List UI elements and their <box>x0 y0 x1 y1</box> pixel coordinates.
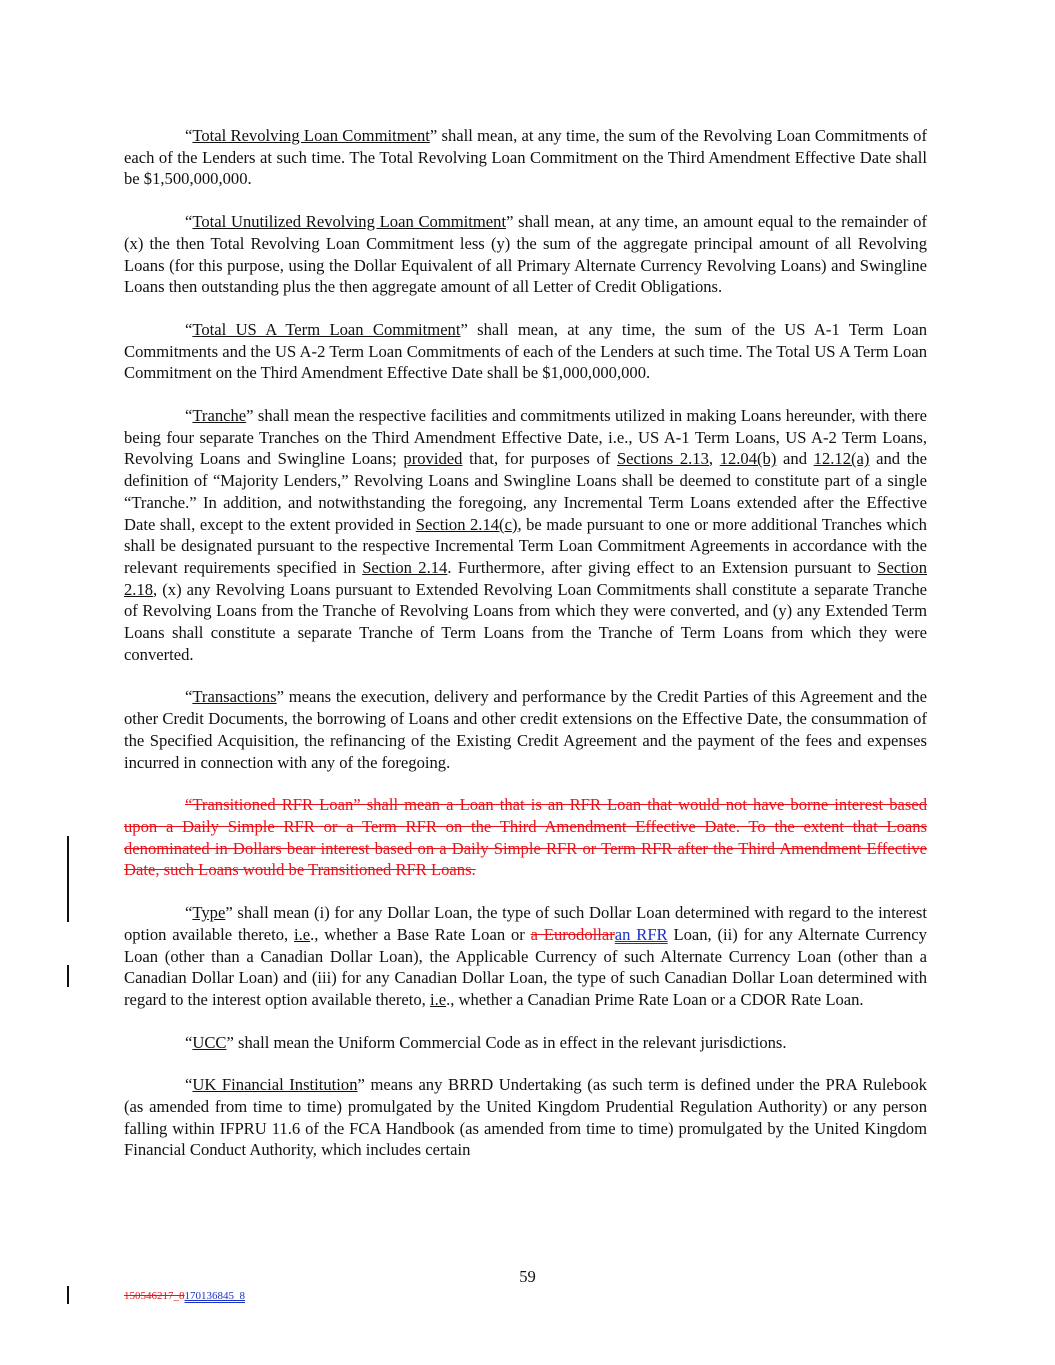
section-reference: Section 2.14 <box>362 557 448 577</box>
definition-uk-financial-institution: “UK Financial Institution” means any BRRD Undertaking (as such term is defined under the PRA Rulebook (as amended from time to time) promulgated by the United Kingdom Prudential Regulation Authority) or any person falling within IFPRU 11.6 of the FCA Handbook (as amended from time to time) promulgated by the United Kingdom Financial Conduct Authority, which includes certain <box>124 1075 927 1160</box>
section-reference: Section 2.18 <box>124 557 927 599</box>
definition-type: “Type” shall mean (i) for any Dollar Loan, the type of such Dollar Loan determined with regard to the interest option available thereto, i.e., whether a Base Rate Loan or a Eurodollaran RFR Loan, (ii) for any Alternate Currency Loan (other than a Canadian Dollar Loan), the Applicable Currency of such Alternate Currency Loan (other than a Canadian Dollar Loan) and (iii) for any Canadian Dollar Loan, the type of such Canadian Dollar Loan determined with regard to the interest option available thereto, i.e., whether a Canadian Prime Rate Loan or a CDOR Rate Loan. <box>124 903 927 1009</box>
deleted-docid: 150546217_8 <box>124 1290 185 1302</box>
change-bar <box>67 1286 69 1304</box>
section-reference: 12.04(b) <box>719 449 777 469</box>
defined-term: Total Revolving Loan Commitment <box>192 126 430 145</box>
definition-tranche: “Tranche” shall mean the respective facilities and commitments utilized in making Loans hereunder, with there being four separate Tranches on the Third Amendment Effective Date, i.e., US A-1 Term Loans, US A-2 Term Loans, Revolving Loans and Swingline Loans; provided that, for purposes of Sections 2.13, 12.04(b) and 12.12(a) and the definition of “Majority Lenders,” Revolving Loans and Swingline Loans shall be deemed to constitute part of a single “Tranche.” In addition, and notwithstanding the foregoing, any Incremental Term Loans extended after the Effective Date shall, except to the extent provided in Section 2.14(c), be made pursuant to one or more additional Tranches which shall be designated pursuant to the respective Incremental Term Loan Commitment Agreements in accordance with the relevant requirements specified in Section 2.14. Furthermore, after giving effect to an Extension pursuant to Section 2.18, (x) any Revolving Loans pursuant to Extended Revolving Loan Commitments shall constitute a separate Tranche of Revolving Loans from the Tranche of Revolving Loans from which they were converted, and (y) any Extended Term Loans shall constitute a separate Tranche of Term Loans from the Tranche of Term Loans from which they were converted. <box>124 406 927 664</box>
defined-term: Tranche <box>192 406 247 426</box>
provided-term: provided <box>403 449 463 469</box>
section-reference: Section 2.14(c) <box>415 514 518 534</box>
defined-term: Transactions <box>192 687 277 707</box>
deleted-text: a Eurodollar <box>530 924 615 944</box>
deleted-text: “Transitioned RFR Loan” shall mean a Loan that is an RFR Loan that would not have borne interest based upon a Daily Simple RFR or a Term RFR on the Third Amendment Effective Date. To the extent that Loans denominated in Dollars bear interest based on a Daily Simple RFR or Term RFR after the Third Amendment Effective Date, such Loans would be Transitioned RFR Loans. <box>124 795 927 880</box>
definition-transactions: “Transactions” means the execution, delivery and performance by the Credit Parties of this Agreement and the other Credit Documents, the borrowing of Loans and other credit extensions on the Effective Date, the consummation of the Specified Acquisition, the refinancing of the Existing Credit Agreement and the payment of the fees and expenses incurred in connection with any of the foregoing. <box>124 687 927 772</box>
section-reference: Sections 2.13 <box>616 449 709 469</box>
defined-term: Type <box>192 903 226 923</box>
defined-term: UK Financial Institution <box>192 1075 358 1095</box>
ie-term: i.e <box>429 989 447 1009</box>
section-reference: 12.12(a) <box>813 449 870 469</box>
defined-term: Total US A Term Loan Commitment <box>192 319 461 339</box>
inserted-text: an RFR <box>614 924 668 944</box>
page-number: 59 <box>519 1267 536 1286</box>
change-bar <box>67 965 69 987</box>
definition-transitioned-rfr-loan-deleted <box>124 794 927 881</box>
definition-total-us-a-term-loan-commitment: “Total US A Term Loan Commitment” shall mean, at any time, the sum of the US A-1 Term Loan Commitments and the US A-2 Term Loan Commitments of each of the Lenders at such time. The Total US A Term Loan Commitment on the Third Amendment Effective Date shall be $1,000,000,000. <box>124 319 927 383</box>
change-bar <box>67 836 69 922</box>
ie-term: i.e <box>294 924 311 944</box>
defined-term: Total Unutilized Revolving Loan Commitment <box>192 212 507 232</box>
inserted-docid: 170136845_8 <box>184 1290 245 1302</box>
definition-ucc: “UCC” shall mean the Uniform Commercial Code as in effect in the relevant jurisdictions. <box>185 1032 787 1052</box>
definition-total-unutilized-revolving-loan-commitment: “Total Unutilized Revolving Loan Commitment” shall mean, at any time, an amount equal to the remainder of (x) the then Total Revolving Loan Commitment less (y) the sum of the aggregate principal amount of all Revolving Loans (for this purpose, using the Dollar Equivalent of all Primary Alternate Currency Revolving Loans) and Swingline Loans then outstanding plus the then aggregate amount of all Letter of Credit Obligations. <box>124 212 928 297</box>
defined-term: UCC <box>192 1032 227 1052</box>
document-id-footer <box>124 1290 245 1302</box>
document-body <box>124 125 927 1182</box>
definition-total-revolving-loan-commitment: “Total Revolving Loan Commitment” shall mean, at any time, the sum of the Revolving Loan Commitments of each of the Lenders at such time. The Total Revolving Loan Commitment on the Third Amendment Effective Date shall be $1,500,000,000. <box>124 126 927 189</box>
